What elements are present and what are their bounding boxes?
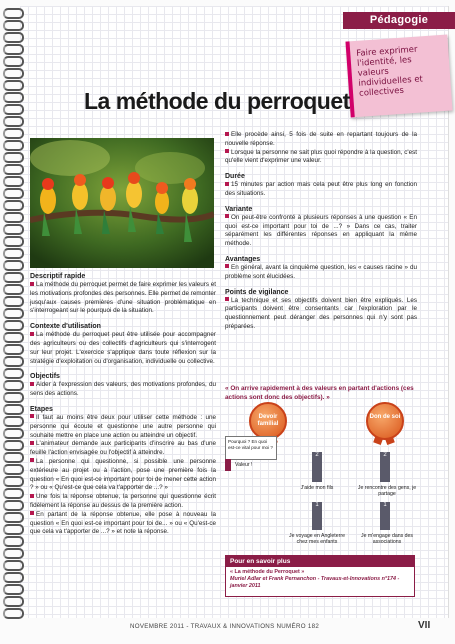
diagram-label: J'aide mon fils	[300, 485, 334, 491]
paragraph: La méthode du perroquet peut être utilisée pour accompagner des agriculteurs ou des collectifs d'agriculteurs qui s'interrogent sur leur projet. L'exercice s'applique dans toute réflexion sur la stratégie d'exploitation ou d'organisation, individuelle ou collective.	[30, 331, 216, 365]
page-footer	[0, 620, 455, 634]
section-heading: Durée	[225, 173, 245, 181]
diagram-label: Je m'engage dans des associations	[360, 533, 414, 545]
section-heading: Etapes	[30, 405, 53, 413]
paragraph: La technique et ses objectifs doivent bien être expliqués. Les participants doivent être consentants car l'exploration par le questionnement peut déranger des personnes qui n'y sont pas préparées.	[225, 296, 417, 330]
section-heading: Points de vigilance	[225, 288, 289, 296]
parrots-photo	[30, 138, 214, 268]
bullet-square-icon	[30, 441, 34, 445]
diagram-label: Je rencontre des gens, je partage	[357, 485, 417, 497]
bullet-square-icon	[225, 182, 229, 186]
speech-bubble: Pourquoi ? En quoi est-ce vital pour moi ?	[225, 436, 277, 460]
left-column	[30, 272, 216, 537]
medal-label: Devoir familial	[257, 414, 279, 427]
bullet-square-icon	[225, 264, 229, 268]
paragraph: La personne qui questionne, si possible une personne extérieure au projet ou à l'action, pose une première fois la question « En quoi est-ce important pour toi de mener cette action ? » ou « Qu'est-ce que cela va t'apporter de ...? »	[30, 457, 216, 492]
paragraph: Elle procède ainsi, 5 fois de suite en repartant toujours de la nouvelle réponse.	[225, 131, 417, 147]
pull-quote: « On arrive rapidement à des valeurs en partant d'actions (ces actions sont donc des objectifs). »	[225, 385, 414, 401]
paragraph: Il faut au moins être deux pour utiliser cette méthode : une personne qui écoute et questionne une autre personne qui souhaite mettre en place une action ou atteindre un objectif.	[30, 413, 216, 439]
section-heading: Contexte d'utilisation	[30, 323, 101, 331]
spiral-binding	[0, 8, 22, 618]
bullet-square-icon	[225, 132, 229, 136]
paragraph: En partant de la réponse obtenue, elle pose à nouveau la question « En quoi est-ce important pour toi de... » ou « Qu'est-ce que cela va t'apporter de ...? » et note la réponse.	[30, 510, 216, 536]
rank-bar: 2	[380, 452, 390, 482]
section-heading: Descriptif rapide	[30, 273, 86, 280]
page-title: La méthode du perroquet	[84, 88, 350, 114]
medal-don-de-soi	[366, 402, 404, 440]
rank-bar: 2	[312, 452, 322, 482]
bullet-square-icon	[30, 332, 34, 336]
page-number: VII	[418, 620, 431, 631]
parrots-illustration	[30, 138, 214, 268]
valeur-label: Valeur !	[235, 462, 253, 468]
paragraph: Une fois la réponse obtenue, la personne qui questionne écrit fidèlement la réponse au dessus de la première action.	[30, 493, 216, 509]
section-heading: Variante	[225, 205, 253, 213]
further-reading-body: « La méthode du Perroquet » Muriel Adlar et Frank Pernanchon - Travaux-et-Innovations n°174 - janvier 2011	[230, 569, 400, 589]
bullet-square-icon	[30, 458, 34, 462]
paragraph: L'animateur demande aux participants d'inscrire au bas d'une feuille l'action envisagée ou l'objectif à atteindre.	[30, 440, 216, 457]
rank-bar: 1	[312, 502, 322, 530]
bullet-square-icon	[30, 282, 34, 286]
parrot-method-diagram	[225, 402, 425, 550]
footer-text: NOVEMBRE 2011 - TRAVAUX & INNOVATIONS NUMÉRO 182	[130, 623, 320, 630]
arrow-up-icon	[225, 459, 231, 471]
paragraph: Lorsque la personne ne sait plus quoi répondre à la question, c'est qu'elle vient d'exprimer une valeur.	[225, 148, 417, 165]
bullet-square-icon	[225, 297, 229, 301]
right-column	[225, 131, 417, 338]
paragraph: En général, avant la cinquième question, les « causes racine » du problème sont élucidées.	[225, 263, 417, 280]
sticky-note-text: Faire exprimer l'identité, les valeurs individuelles et collectives	[356, 44, 424, 99]
bullet-square-icon	[30, 382, 34, 386]
bullet-square-icon	[30, 494, 34, 498]
bullet-square-icon	[30, 511, 34, 515]
rank-bar: 1	[380, 502, 390, 530]
diagram-label: Je voyage en Angleterre chez mes enfants	[289, 533, 345, 545]
paragraph: On peut-être confronté à plusieurs réponses à une question « En quoi est-ce important pour toi de ...? » Dans ce cas, traiter séparément les différentes réponses en appliquant la même méthode.	[225, 213, 417, 248]
further-reading-box	[225, 555, 415, 597]
bullet-square-icon	[225, 214, 229, 218]
paragraph: 15 minutes par action mais cela peut être plus long en fonction des situations.	[225, 181, 417, 197]
sticky-note	[345, 35, 452, 118]
section-banner: Pédagogie	[343, 12, 455, 29]
paragraph: La méthode du perroquet permet de faire exprimer les valeurs et les motivations profondes des personnes. Elle permet de remonter jusqu'aux causes premières d'une situation problématique en s'interrogeant sur le pourquoi de la situation.	[30, 281, 216, 315]
paragraph: Aider à l'expression des valeurs, des motivations profondes, du sens des actions.	[30, 381, 216, 398]
medal-label: Don de soi	[369, 414, 401, 420]
section-heading: Objectifs	[30, 373, 60, 381]
bullet-square-icon	[30, 414, 34, 418]
section-heading: Avantages	[225, 255, 261, 263]
further-reading-heading: Pour en savoir plus	[226, 556, 414, 567]
bullet-square-icon	[225, 149, 229, 153]
